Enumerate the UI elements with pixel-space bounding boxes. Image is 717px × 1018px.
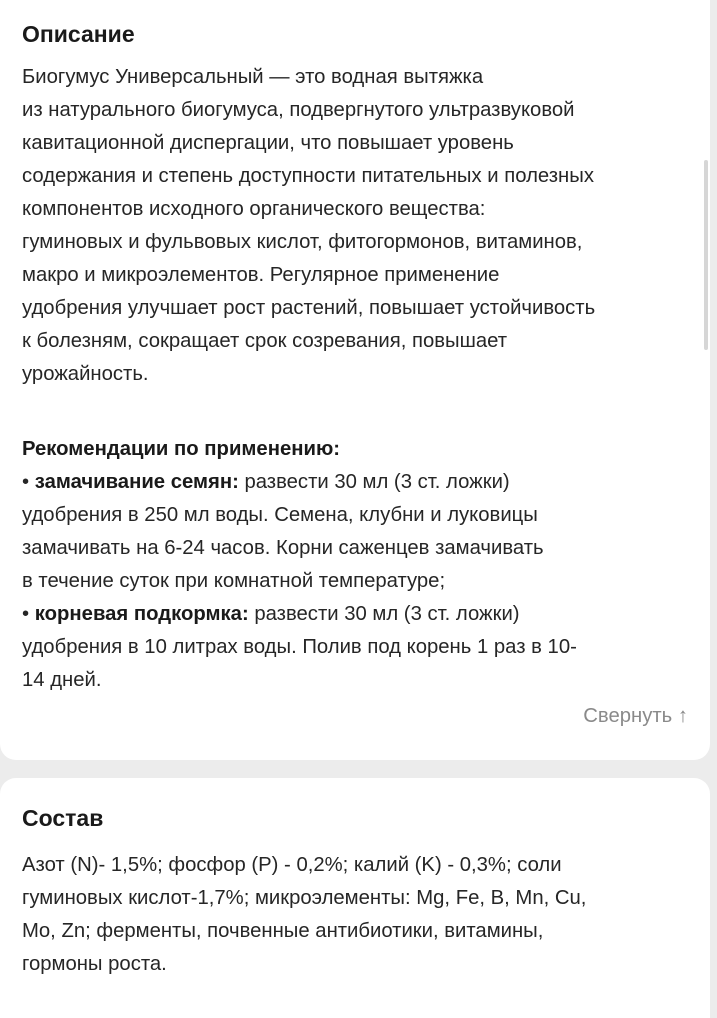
composition-line: гуминовых кислот-1,7%; микроэлементы: Mg, Fe, B, Mn, Cu,: [22, 887, 587, 909]
seed-soaking-line: удобрения в 250 мл воды. Семена, клубни и луковицы: [22, 504, 538, 526]
description-body: [22, 61, 702, 391]
seed-soaking-text: развести 30 мл (3 ст. ложки): [238, 471, 510, 493]
root-feeding-text: развести 30 мл (3 ст. ложки): [248, 603, 520, 625]
seed-soaking-label: замачивание семян:: [34, 471, 239, 493]
bullet: •: [22, 471, 35, 493]
root-feeding-label: корневая подкормка:: [34, 603, 249, 625]
description-line: к болезням, сокращает срок созревания, повышает: [22, 330, 508, 352]
recommendations-section: [22, 433, 702, 697]
description-line: содержания и степень доступности питательных и полезных: [22, 165, 594, 187]
description-line: из натурального биогумуса, подвергнутого ультразвуковой: [22, 99, 575, 121]
description-line: удобрения улучшает рост растений, повышает устойчивость: [22, 297, 596, 319]
description-line: урожайность.: [22, 363, 149, 385]
description-line: гуминовых и фульвовых кислот, фитогормонов, витаминов,: [22, 231, 583, 253]
composition-line: Азот (N)- 1,5%; фосфор (P) - 0,2%; калий (K) - 0,3%; соли: [22, 854, 562, 876]
description-line: макро и микроэлементов. Регулярное применение: [22, 264, 500, 286]
root-feeding-item: [22, 598, 702, 631]
description-line: компонентов исходного органического вещества:: [22, 198, 486, 220]
recommendations-title: Рекомендации по применению:: [22, 438, 341, 460]
root-feeding-line: 14 дней.: [22, 669, 102, 691]
composition-body: [22, 849, 702, 981]
composition-line: гормоны роста.: [22, 953, 167, 975]
seed-soaking-line: замачивать на 6-24 часов. Корни саженцев замачивать: [22, 537, 544, 559]
description-title: Описание: [22, 21, 135, 47]
root-feeding-line: удобрения в 10 литрах воды. Полив под корень 1 раз в 10-: [22, 636, 577, 658]
seed-soaking-line: в течение суток при комнатной температуре;: [22, 570, 446, 592]
collapse-button[interactable]: Свернуть ↑: [583, 705, 688, 727]
scrollbar[interactable]: [704, 160, 708, 350]
bullet: •: [22, 603, 35, 625]
composition-line: Mo, Zn; ферменты, почвенные антибиотики, витамины,: [22, 920, 544, 942]
seed-soaking-item: [22, 466, 702, 499]
description-line: Биогумус Универсальный — это водная вытяжка: [22, 66, 484, 88]
composition-card: [0, 778, 710, 1018]
description-line: кавитационной диспергации, что повышает уровень: [22, 132, 514, 154]
composition-title: Состав: [22, 805, 104, 831]
